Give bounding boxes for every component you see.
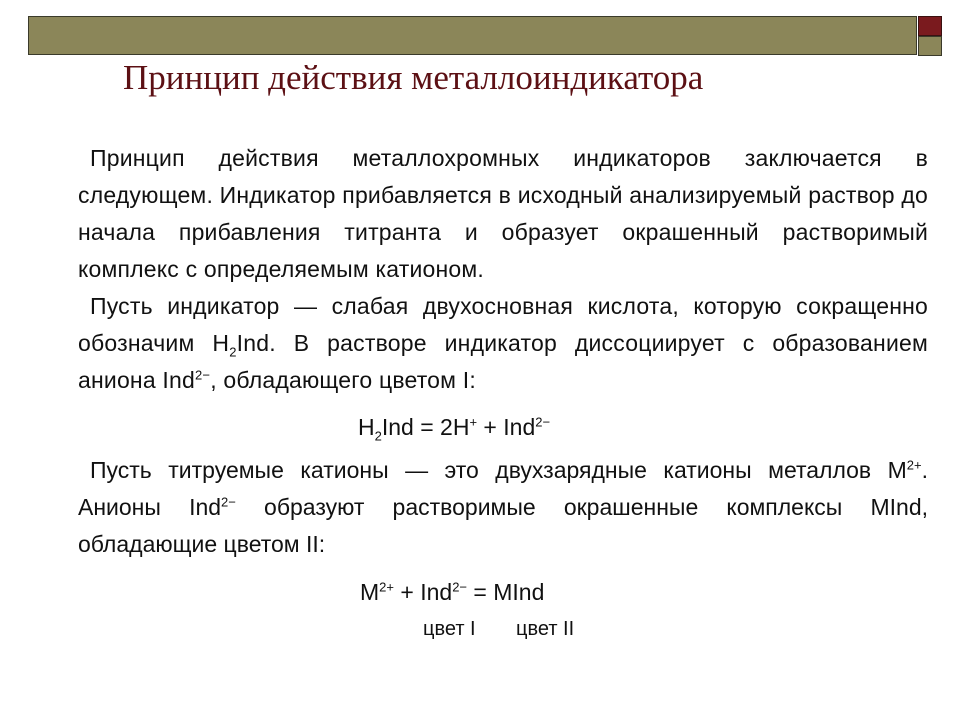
paragraph-2: Пусть индикатор — слабая двухосновная кислота, которую сокращенно обозначим $H_2Ind$. В растворе индикатор диссоциирует с образованием аниона Ind$^{2-}$, обладающего цветом I:	[78, 293, 928, 393]
accent-square-red	[918, 16, 942, 36]
paragraph-1: Принцип действия металлохромных индикаторов заключается в следующем. Индикатор прибавляется в исходный анализируемый раствор до начала прибавления титранта и образует окрашенный растворимый комплекс с определяемым катионом.	[78, 145, 928, 282]
label-color-1: цвет I	[423, 618, 476, 640]
paragraph-3: Пусть титруемые катионы — это двухзарядные катионы металлов $M^{2+}$. Анионы Ind$^{2-}$ образуют растворимые окрашенные комплексы MInd, обладающие цветом II:	[78, 457, 928, 557]
accent-square-olive	[918, 36, 942, 56]
equation-dissociation: $H_2Ind = 2H^+ + Ind^{2-}$	[358, 414, 551, 444]
paragraph-3-block	[78, 452, 928, 563]
equation-complex: $M^{2+} + Ind^{2-}$ = MInd	[360, 579, 545, 605]
label-color-2: цвет II	[516, 618, 575, 640]
slide-title: Принцип действия металлоиндикатора	[123, 58, 704, 97]
scanned-text-block	[78, 140, 928, 399]
header-band	[28, 16, 917, 55]
